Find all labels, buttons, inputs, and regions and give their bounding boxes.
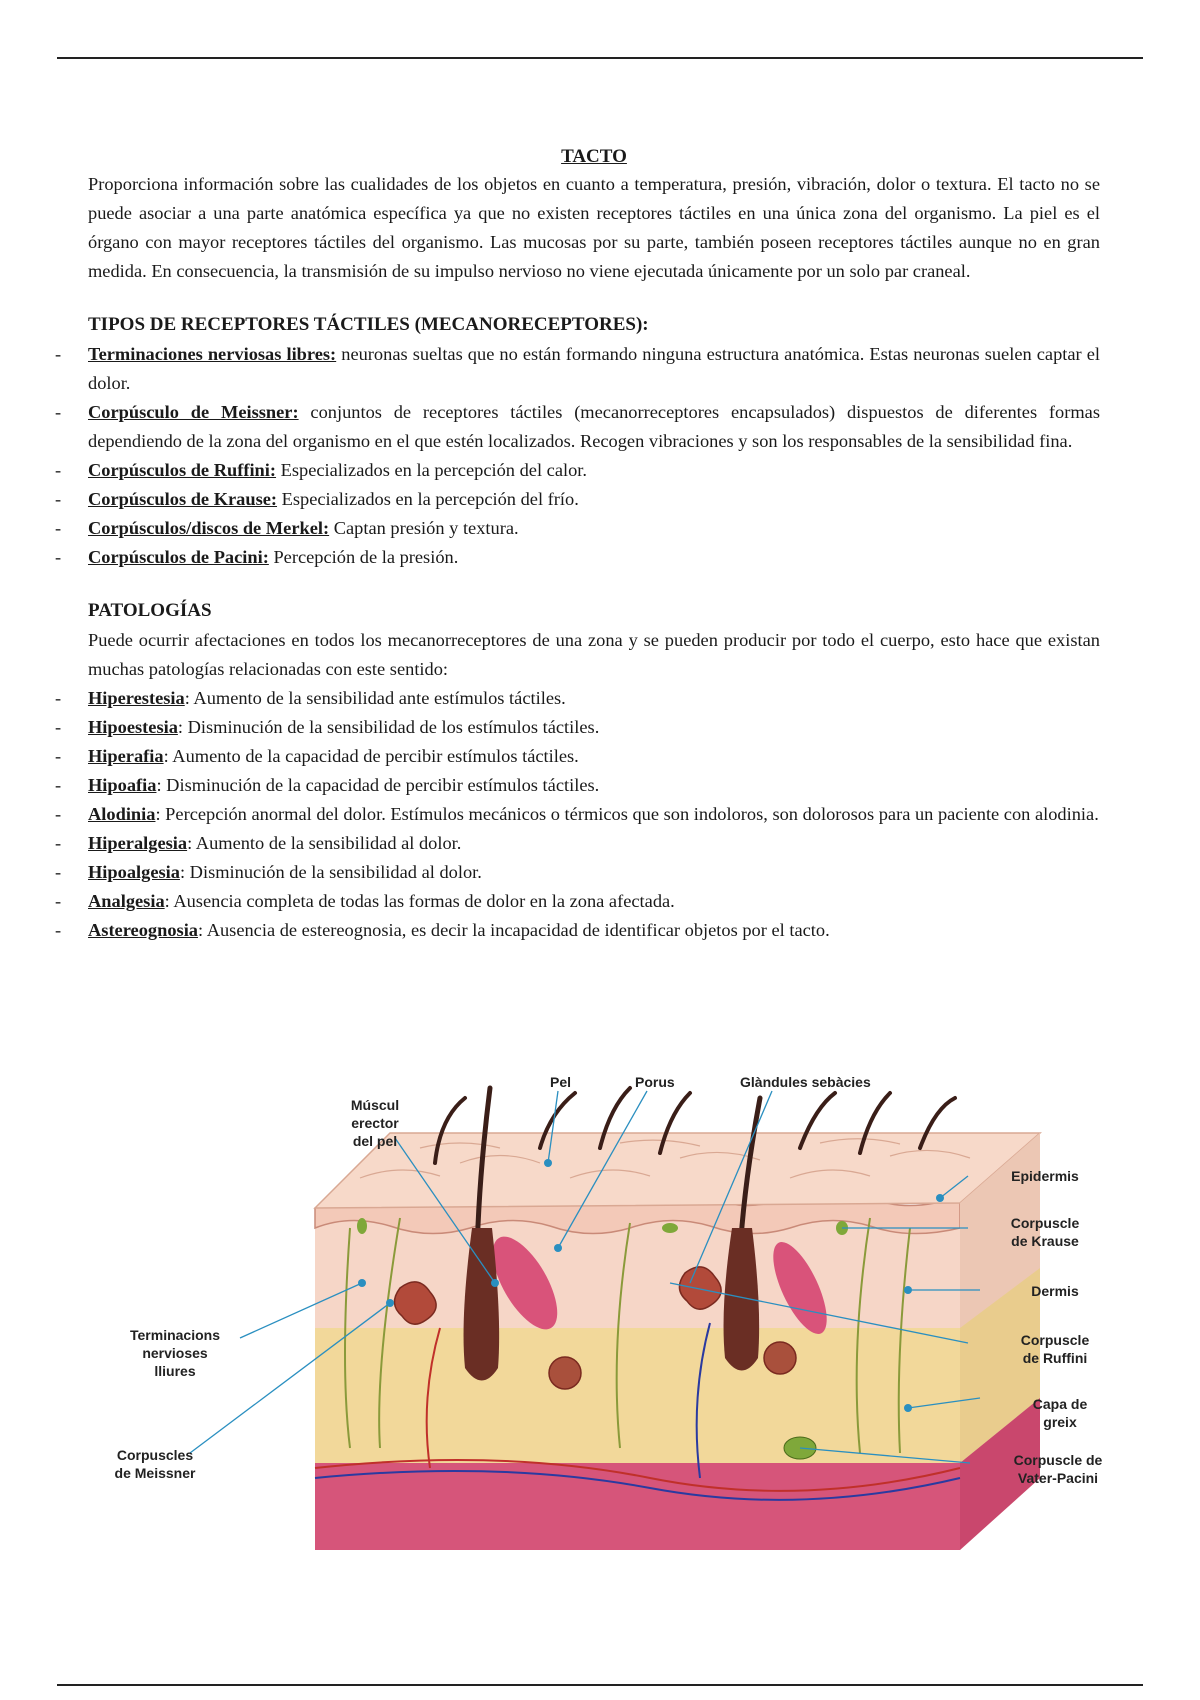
pathology-text: : Aumento de la sensibilidad ante estímulos táctiles. (184, 688, 566, 708)
pathologies-heading: PATOLOGÍAS (88, 600, 212, 621)
label-muscul: erector (351, 1115, 399, 1131)
pathology-text: : Percepción anormal del dolor. Estímulos mecánicos o térmicos que son indoloros, son dolorosos para un paciente con alodinia. (155, 804, 1099, 824)
receptor-term: Corpúsculos de Krause: (88, 489, 278, 509)
label-pacini: Vater-Pacini (1017, 1470, 1099, 1486)
meissner-corpuscle (357, 1218, 367, 1234)
receptor-term: Terminaciones nerviosas libres: (88, 344, 337, 364)
leader-dot (358, 1279, 366, 1287)
pathology-text: : Disminución de la sensibilidad al dolor. (179, 862, 482, 882)
intro-paragraph: Proporciona información sobre las cualidades de los objetos en cuanto a temperatura, presión, vibración, dolor o textura. El tacto no se puede asociar a una parte anatómica específica ya que no existen receptores táctiles en una única zona del organismo. La piel es el órgano con mayor receptores táctiles del organismo. Las mucosas por su parte, también poseen receptores táctiles aunque no en gran medida. En consecuencia, la transmisión de su impulso nervioso no viene ejecutada únicamente por un solo par craneal. (88, 174, 1100, 281)
pathologies-intro: Puede ocurrir afectaciones en todos los mecanorreceptores de una zona y se pueden producir por todo el cuerpo, esto hace que existan muchas patologías relacionadas con este sentido: (88, 630, 1100, 679)
list-item (88, 887, 1100, 916)
list-item (88, 456, 1100, 485)
list-item (88, 398, 1100, 456)
label-terminacions: Terminacions (130, 1327, 220, 1343)
pathology-term: Hiperafia (88, 746, 164, 766)
receptor-text: neuronas sueltas que no están formando ninguna estructura anatómica. Estas neuronas suelen captar el dolor. (88, 344, 1100, 393)
pathology-text: : Aumento de la sensibilidad al dolor. (187, 833, 462, 853)
list-item (88, 858, 1100, 887)
label-terminacions: lliures (154, 1363, 196, 1379)
pathologies-list (88, 684, 1100, 945)
label-krause: de Krause (1011, 1233, 1079, 1249)
list-item (88, 916, 1100, 945)
receptor-term: Corpúsculos de Pacini: (88, 547, 269, 567)
pathology-term: Hipoestesia (88, 717, 178, 737)
top-rule (57, 57, 1143, 59)
leader-dot (554, 1244, 562, 1252)
receptor-text: conjuntos de receptores táctiles (mecanorreceptores encapsulados) dispuestos de diferentes formas dependiendo de la zona del organismo en el que estén localizados. Recogen vibraciones y son los responsables de la sensibilidad fina. (88, 402, 1100, 451)
list-item (88, 829, 1100, 858)
label-glandules: Glàndules sebàcies (740, 1074, 871, 1090)
skin-diagram (100, 1068, 1150, 1560)
receptor-text: Percepción de la presión. (268, 547, 459, 567)
document-body (88, 143, 1100, 945)
list-item (88, 742, 1100, 771)
list-item (88, 771, 1100, 800)
list-item (88, 340, 1100, 398)
list-item (88, 684, 1100, 713)
sweat-gland (549, 1357, 581, 1389)
receptors-list (88, 340, 1100, 572)
label-greix: Capa de (1032, 1396, 1088, 1412)
label-terminacions: nervioses (142, 1345, 208, 1361)
leader-dot (936, 1194, 944, 1202)
page-title: TACTO (561, 146, 627, 167)
label-greix: greix (1043, 1414, 1077, 1430)
sweat-gland (764, 1342, 796, 1374)
bottom-rule (57, 1684, 1143, 1686)
pathology-term: Astereognosia (88, 920, 198, 940)
receptor-text: Captan presión y textura. (329, 518, 519, 538)
pathology-term: Analgesia (88, 891, 165, 911)
list-item (88, 713, 1100, 742)
label-ruffini: de Ruffini (1022, 1350, 1088, 1366)
label-porus: Porus (635, 1074, 675, 1090)
pathology-text: : Ausencia completa de todas las formas de dolor en la zona afectada. (164, 891, 675, 911)
receptor-text: Especializados en la percepción del calor. (276, 460, 587, 480)
label-pel: Pel (550, 1074, 572, 1090)
receptor-text: Especializados en la percepción del frío. (277, 489, 579, 509)
receptor-term: Corpúsculos de Ruffini: (88, 460, 277, 480)
leader-dot (904, 1404, 912, 1412)
pathology-term: Hiperalgesia (88, 833, 188, 853)
receptor-term: Corpúsculos/discos de Merkel: (88, 518, 330, 538)
label-dermis: Dermis (1031, 1283, 1079, 1299)
label-ruffini: Corpuscle (1020, 1332, 1090, 1348)
label-muscul: del pel (352, 1133, 398, 1149)
list-item (88, 514, 1100, 543)
label-muscul: Múscul (350, 1097, 400, 1113)
label-epidermis: Epidermis (1011, 1168, 1079, 1184)
pathology-text: : Disminución de la sensibilidad de los estímulos táctiles. (177, 717, 600, 737)
fat-layer (315, 1318, 960, 1463)
skin-top-surface (315, 1133, 1040, 1208)
label-krause: Corpuscle (1010, 1215, 1080, 1231)
pathology-term: Hipoafia (88, 775, 157, 795)
list-item (88, 543, 1100, 572)
ruffini-corpuscle (662, 1223, 678, 1233)
pathology-text: : Ausencia de estereognosia, es decir la incapacidad de identificar objetos por el tacto. (198, 920, 830, 940)
pathology-term: Hipoalgesia (88, 862, 180, 882)
label-pacini: Corpuscle de (1013, 1452, 1103, 1468)
pathology-text: : Disminución de la capacidad de percibir estímulos táctiles. (156, 775, 600, 795)
receptors-heading: TIPOS DE RECEPTORES TÁCTILES (MECANORECEPTORES): (88, 314, 649, 335)
pathology-text: : Aumento de la capacidad de percibir estímulos táctiles. (163, 746, 579, 766)
skin-block (315, 1133, 1040, 1550)
pathology-term: Alodinia (88, 804, 156, 824)
label-meissner: Corpuscles (116, 1447, 194, 1463)
leader-dot (491, 1279, 499, 1287)
pathology-term: Hiperestesia (88, 688, 185, 708)
receptor-term: Corpúsculo de Meissner: (88, 402, 299, 422)
leader-dot (904, 1286, 912, 1294)
list-item (88, 800, 1100, 829)
leader-dot (544, 1159, 552, 1167)
label-meissner: de Meissner (114, 1465, 196, 1481)
leader-dot (386, 1299, 394, 1307)
list-item (88, 485, 1100, 514)
